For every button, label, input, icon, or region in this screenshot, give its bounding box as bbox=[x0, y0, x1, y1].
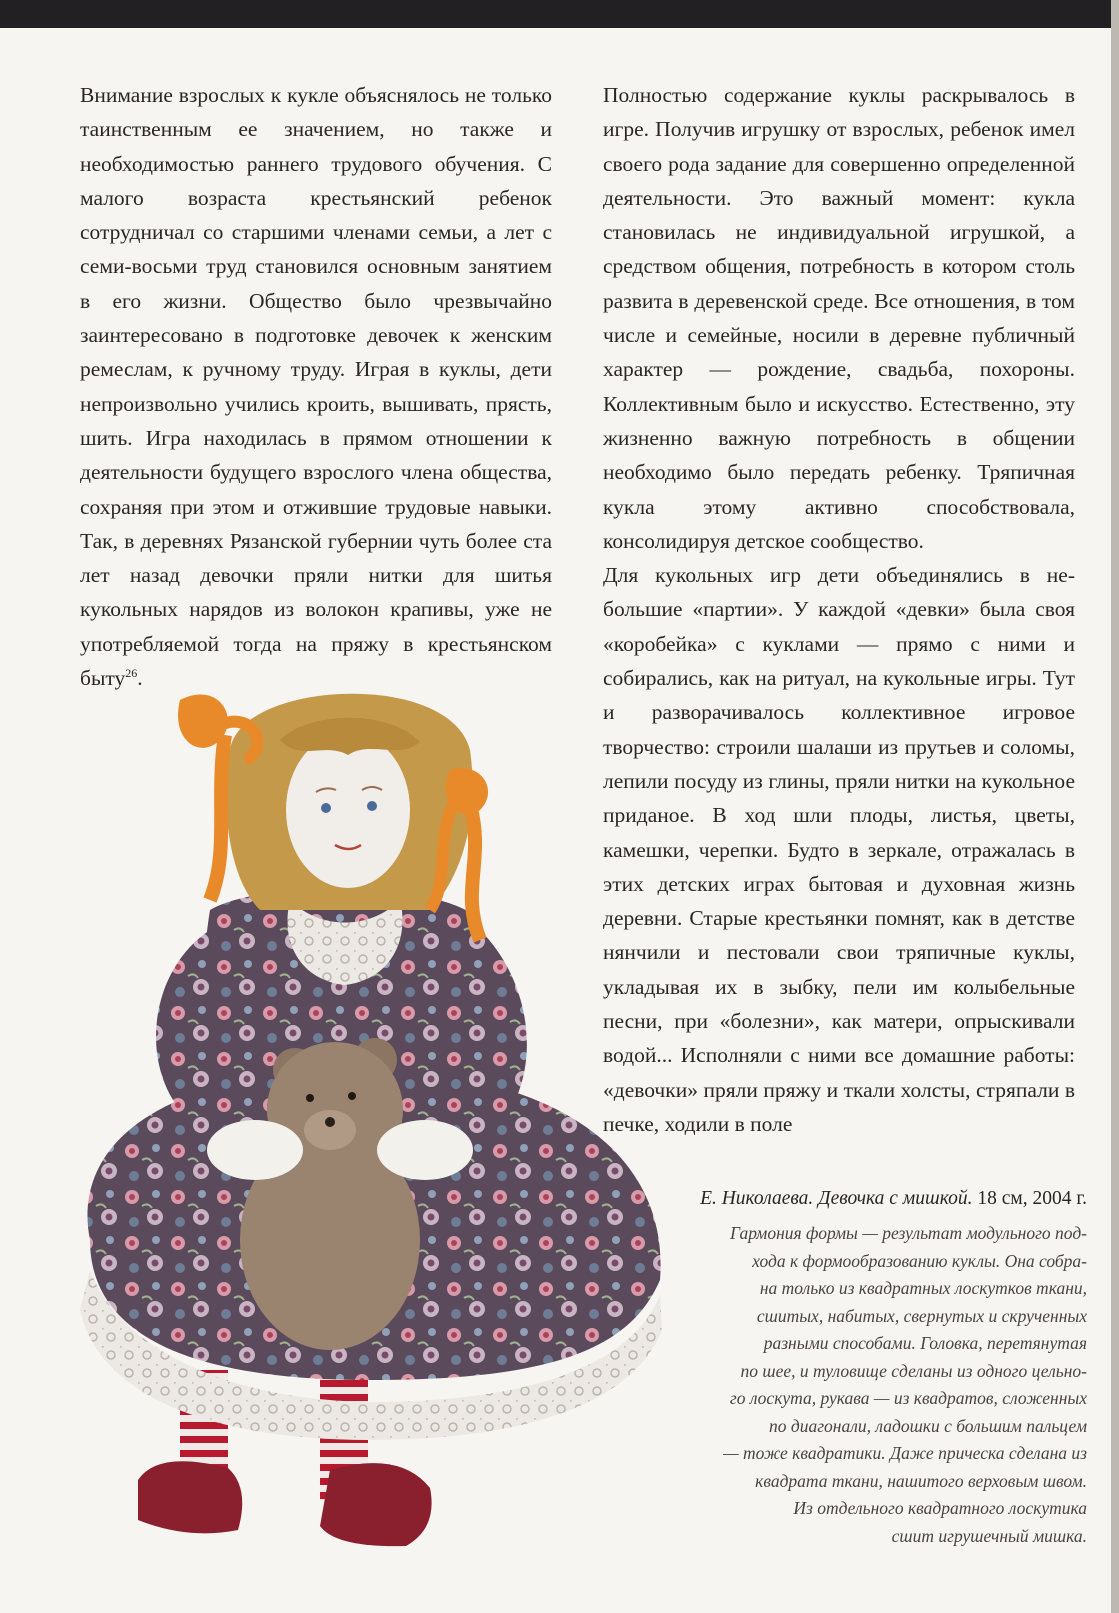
caption-title bbox=[640, 1186, 1087, 1212]
caption-author-title: Е. Николаева. Девочка с мишкой. bbox=[700, 1188, 973, 1209]
right-hand bbox=[377, 1120, 473, 1180]
right-paragraph-2: Для кукольных игр дети объединялись в небольшие «партии». У каждой «девки» была своя «коробейка» с куклами — прямо с ними и собирались, как на ритуал, на кукольные игры. Тут и разворачивалось коллективное игровое творчество: строили шалаши из прутьев и соломы, лепили посуду из глины, пряли нитки на кукольное приданое. В ход шли плоды, листья, цветы, камешки, черепки. Будто в зеркале, отражалась в этих детских играх бытовая и духовная жизнь деревни. Старые крестьянки помнят, как в детстве нянчили и пестовали свои тряпичные куклы, укладывая их в зыбку, пели им колыбельные песни, при «болезни», как матери, опрыскивали водой... Исполняли с ними все домашние работы: «девочки» пряли пряжу и ткали холсты, стряпали в печке, ходили в поле bbox=[603, 563, 1075, 1136]
caption-line: го лоскута, рукава — из квадратов, сложенных bbox=[729, 1388, 1087, 1408]
right-paragraph-1: Полностью содержание куклы раскрывалось в игре. Получив игрушку от взрослых, ребенок имел своего рода задание для совершенно определенной деятельности. Это важный момент: кукла становилась не индивидуальной игрушкой, а средством общения, потребность в котором столь развита в деревенской среде. Все отношения, в том числе и семейные, носили в деревне публичный характер — рождение, свадьба, похороны. Коллективным было и искусство. Естественно, эту жизненно важную потребность в общении необходимо было передать ребенку. Тряпичная кукла этому активно способствовала, консолидируя детское сообщество. bbox=[603, 83, 1075, 553]
caption-text bbox=[640, 1220, 1087, 1550]
page-edge bbox=[1111, 0, 1119, 1613]
caption-line: хода к формообразованию куклы. Она собра- bbox=[752, 1250, 1087, 1271]
caption-line: на только из квадратных лоскутков ткани, bbox=[759, 1278, 1087, 1298]
top-dark-bar bbox=[0, 0, 1119, 28]
photo-caption bbox=[640, 1186, 1087, 1550]
right-eye bbox=[367, 801, 377, 811]
caption-line: Гармония формы — результат модульного под- bbox=[730, 1223, 1087, 1243]
left-hand bbox=[207, 1120, 303, 1180]
caption-line: по шее, и туловище сделаны из одного цельно- bbox=[740, 1360, 1087, 1381]
right-boot bbox=[320, 1463, 432, 1546]
left-paragraph bbox=[80, 78, 552, 695]
caption-line: сшит игрушечный мишка. bbox=[891, 1525, 1087, 1546]
caption-line: разными способами. Головка, перетянутая bbox=[763, 1333, 1087, 1353]
left-paragraph-end: . bbox=[137, 666, 143, 691]
caption-line: — тоже квадратики. Даже прическа сделана из bbox=[723, 1443, 1087, 1463]
caption-details: 18 см, 2004 г. bbox=[977, 1188, 1087, 1209]
caption-line: квадрата ткани, нашитого верховым швом. bbox=[755, 1470, 1087, 1491]
left-eye bbox=[321, 803, 331, 813]
footnote-ref: 26 bbox=[125, 665, 138, 680]
left-boot bbox=[138, 1461, 242, 1533]
left-paragraph-text: Внимание взрослых к кукле объяснялось не только таинственным ее значением, но также и необходимостью раннего трудового обучения. С малого возраста крестьянский ребенок сотрудничал со старшими членами семьи, а лет с семи-восьми труд становился основным занятием в его жизни. Общество было чрезвычайно заинтересовано в подготовке девочек к женским ремеслам, к ручному труду. Играя в куклы, дети непроизвольно учились кроить, вышивать, прясть, шить. Игра находилась в прямом отношении к деятельности будущего взрослого члена общества, сохраняя при этом и отжившие трудовые навыки. Так, в деревнях Рязанской губернии чуть более ста лет назад девочки пряли нитки для шитья кукольных нарядов из волокон крапивы, уже не употребляемой тогда на пряжу в крестьянском быту bbox=[80, 83, 552, 691]
doll-face bbox=[286, 732, 410, 888]
doll-photo bbox=[30, 680, 690, 1610]
caption-line: Из отдельного квадратного лоскутика bbox=[793, 1498, 1087, 1518]
caption-line: сшитых, набитых, свернутых и скрученных bbox=[756, 1305, 1087, 1326]
left-text-column bbox=[80, 78, 552, 695]
caption-line: по диагонали, ладошки с большим пальцем bbox=[769, 1415, 1087, 1436]
